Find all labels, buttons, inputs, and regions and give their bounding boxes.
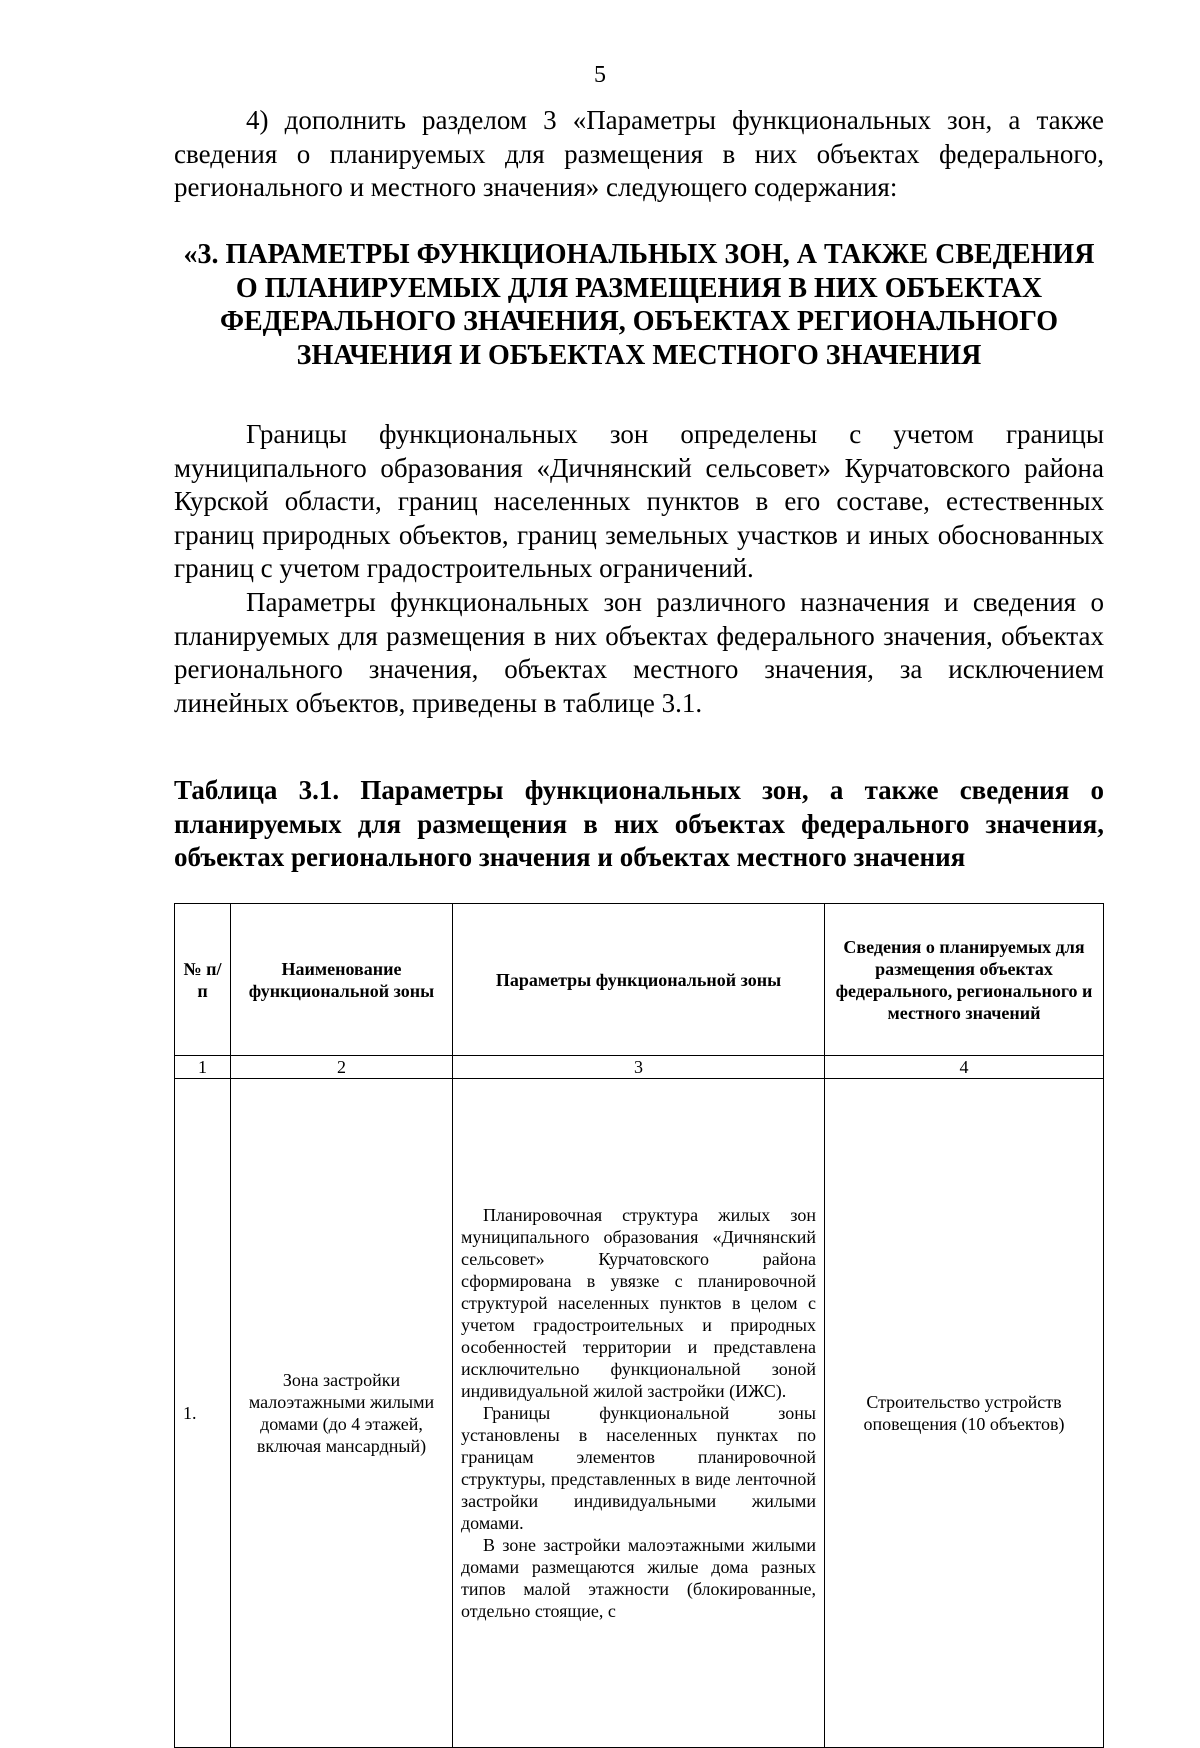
zone-parameters-paragraph: Планировочная структура жилых зон муниципального образования «Дичнянский сельсовет» Курчатовского района сформирована в увязке с планировочной структурой населенных пунктов в целом с учетом градостроительных и природных особенностей территории и представлена исключительно функциональной зоной индивидуальной жилой застройки (ИЖС).: [461, 1205, 816, 1401]
table-caption: Таблица 3.1. Параметры функциональных зон, а также сведения о планируемых для размещения в них объектах федерального значения, объектах регионального значения и объектах местного значения: [174, 775, 1104, 872]
column-number: 1: [175, 1056, 231, 1079]
body-paragraph-2: Параметры функциональных зон различного назначения и сведения о планируемых для размещения в них объектах федерального значения, объектах регионального значения, объектах местного значения, за исключением линейных объектов, приведены в таблице 3.1.: [174, 587, 1104, 718]
page-number: 5: [594, 62, 606, 88]
header-planned-objects: Сведения о планируемых для размещения объектах федерального, регионального и местного значений: [825, 904, 1104, 1056]
column-number-row: [175, 1056, 1104, 1079]
column-number: 4: [825, 1056, 1104, 1079]
column-number: 2: [231, 1056, 453, 1079]
header-number: № п/п: [175, 904, 231, 1056]
column-number: 3: [453, 1056, 825, 1079]
header-zone-parameters: Параметры функциональной зоны: [453, 904, 825, 1056]
zones-table: [174, 903, 1104, 1748]
planned-objects: Строительство устройств оповещения (10 объектов): [825, 1079, 1104, 1748]
zone-parameters-paragraph: В зоне застройки малоэтажными жилыми домами размещаются жилые дома разных типов малой этажности (блокированные, отдельно стоящие, с: [461, 1535, 816, 1621]
zone-parameters: [453, 1079, 825, 1748]
row-number: 1.: [175, 1079, 231, 1748]
intro-paragraph: 4) дополнить разделом 3 «Параметры функциональных зон, а также сведения о планируемых для размещения в них объектах федерального, регионального и местного значения» следующего содержания:: [174, 105, 1104, 202]
table-row: [175, 1079, 1104, 1748]
zone-name: Зона застройки малоэтажными жилыми домами (до 4 этажей, включая мансардный): [231, 1079, 453, 1748]
section-heading: «3. ПАРАМЕТРЫ ФУНКЦИОНАЛЬНЫХ ЗОН, А ТАКЖЕ СВЕДЕНИЯ О ПЛАНИРУЕМЫХ ДЛЯ РАЗМЕЩЕНИЯ В НИХ ОБЪЕКТАХ ФЕДЕРАЛЬНОГО ЗНАЧЕНИЯ, ОБЪЕКТАХ РЕГИОНАЛЬНОГО ЗНАЧЕНИЯ И ОБЪЕКТАХ МЕСТНОГО ЗНАЧЕНИЯ: [183, 239, 1095, 371]
body-paragraph-1: Границы функциональных зон определены с учетом границы муниципального образования «Дичнянский сельсовет» Курчатовского района Курской области, границ населенных пунктов в его составе, естественных границ природных объектов, границ земельных участков и иных обоснованных границ с учетом градостроительных ограничений.: [174, 419, 1104, 583]
zone-parameters-paragraph: Границы функциональной зоны установлены в населенных пунктах по границам элементов планировочной структуры, представленных в виде ленточной застройки индивидуальными жилыми домами.: [461, 1403, 816, 1533]
header-zone-name: Наименование функциональной зоны: [231, 904, 453, 1056]
table-header-row: [175, 904, 1104, 1056]
